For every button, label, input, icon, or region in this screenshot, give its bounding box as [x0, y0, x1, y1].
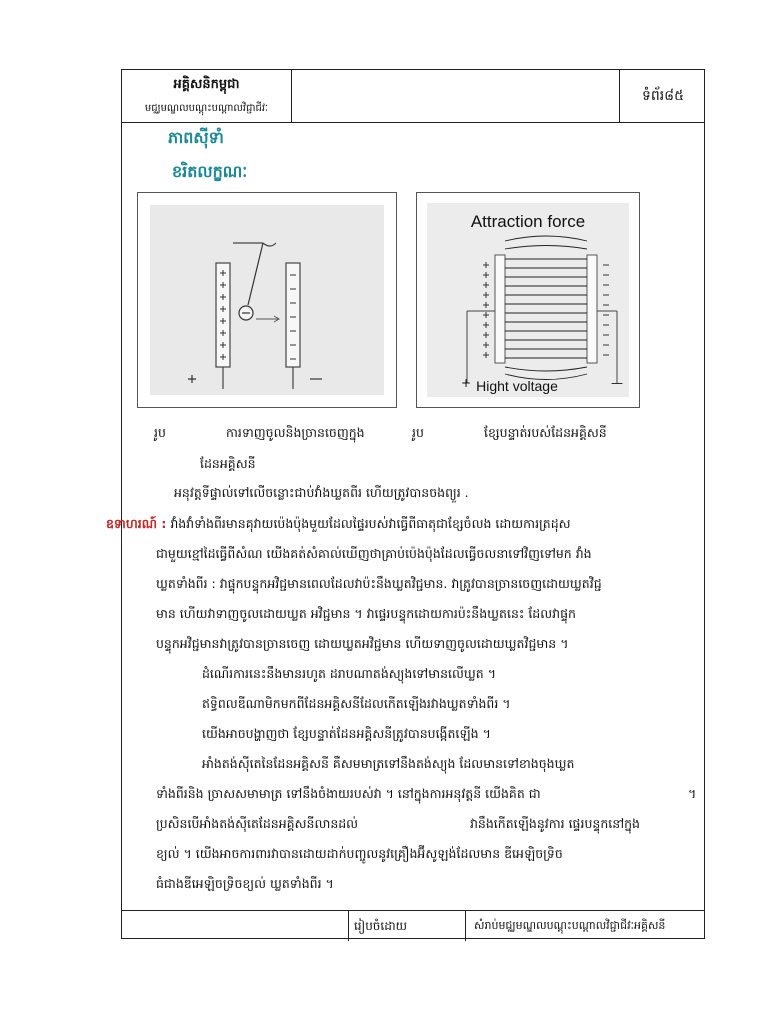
positive-plate	[216, 263, 230, 367]
department-name: មជ្ឈមណ្ឌលបណ្តុះបណ្តាលវិជ្ជាជីវៈ	[144, 103, 269, 114]
body-line-13: ខ្យល់ ។ យើងអាចការពារវាបានដោយដាក់បញ្ចូលនូវគ្រឿងអ៊ីសូឡង់ដែលមាន ឌីអេឡិចទ្រិច	[156, 846, 563, 861]
figure-1-background	[150, 205, 384, 395]
body-line-11: ទាំងពីរនិង ច្រាសសមាមាត្រ ទៅនឹងចំងាយរបស់វា ។ នៅក្នុងការអនុវត្តនី យើងគិត ជា	[156, 786, 541, 801]
subsection-title: ខរិតលក្ខណៈ	[172, 162, 248, 181]
body-line-12b: វានឹងកើតឡើងនូវការ ផ្ទេរបន្ទុកនៅក្នុង	[470, 816, 640, 831]
footer-blank-cell	[122, 911, 349, 941]
figure-2-drawing	[417, 193, 639, 407]
figure-1-drawing	[138, 193, 396, 407]
body-line-5: មាន ហើយវាទាញចូលដោយឃ្លត អវិជ្ជមាន ។ វាផ្ទេរបន្ទុកដោយការប៉ះនឹងឃ្លតនេះ ដែលវាផ្ទុក	[156, 606, 576, 621]
body-line-2	[106, 516, 571, 535]
negative-plate	[286, 263, 300, 367]
footer-for-dept: សំរាប់មជ្ឈមណ្ឌលបណ្តុះបណ្តាលវិជ្ជាជីវៈអគ្គិសនី	[474, 919, 666, 932]
body-line-6: បន្ទុកអវិជ្ជមានវាត្រូវបានច្រានចេញ ដោយឃ្លតអវិជ្ជមាន ហើយទាញចូលដោយឃ្លតវិជ្ជមាន ។	[156, 636, 569, 651]
header-blank-cell	[291, 70, 620, 122]
page-footer	[122, 910, 704, 941]
example-label: ឧទាហរណ៍ :	[106, 516, 167, 531]
page-number: ទំព័រ៨៥	[641, 88, 685, 104]
body-line-2-text: វាំងវាំទាំងពីរមានគុវាយប៉េងប៉ុងមួយដែលផ្ទៃរបស់វាធ្វើពីធាតុជាខ្សែចំលង ដោយការត្រដុស	[170, 516, 571, 531]
page-header	[122, 70, 704, 123]
fig2-left-plate	[495, 255, 505, 363]
body-line-3: ជាមួយខ្មៅដៃធ្វើពីសំណ យើងគត់សំគាល់ឃើញថាគ្រាប់ប៉េងប៉ុងដែលធ្វើចលនាទៅវិញទៅមក វាំង	[156, 546, 592, 561]
figure-field-lines	[416, 192, 640, 408]
fig2-right-plate	[587, 255, 597, 363]
body-line-1: អនុវត្តទីផ្ទាល់ទៅលើចន្លោះជាប់វាំងឃ្លតពីរ ហើយត្រូវបានចងព្យួរ .	[174, 485, 469, 500]
figure-2-background	[427, 203, 629, 397]
body-line-10: អាំងតង់ស៊ីតេនៃដែនអគ្គិសនី គឺសមមាត្រទៅនឹងតង់ស្យុង ដែលមានទៅខាងចុងឃ្លត	[202, 756, 575, 771]
figure-attraction-repulsion	[137, 192, 397, 408]
body-line-11-end: ។	[688, 786, 697, 801]
fig1-caption-text-2: ដែនអគ្គិសនី	[200, 456, 256, 471]
body-line-9: យើងអាចបង្ហាញថា ខ្សែបន្ទាត់ដែនអគ្គិសនីត្រូវបានបង្កើតឡើង ។	[202, 726, 491, 741]
body-line-14: ធំជាងឌីអេឡិចទ្រិចខ្យល់ ឃ្លតទាំងពីរ ។	[156, 876, 334, 891]
fig2-minus-terminal: —	[611, 376, 623, 390]
fig2-title: Attraction force	[470, 212, 586, 231]
header-org-cell	[122, 70, 292, 122]
fig2-caption-label: រូប	[412, 425, 424, 440]
body-line-4: ឃ្លតទាំងពីរ : វាផ្ទុកបន្ទុកអវិជ្ជមានពេលដែលវាប៉ះនឹងឃ្លតវិជ្ជមាន. វាត្រូវបានច្រានចេញដោយឃ្លតវិជ្ជ	[156, 576, 602, 591]
section-title: ភាពស៊ីទាំ	[168, 128, 224, 147]
fig2-caption: Hight voltage	[476, 378, 558, 394]
fig1-caption-label: រូប	[154, 425, 166, 440]
body-line-8: ឥទ្ធិពលឌីណាមិកមកពីដែនអគ្គិសនីដែលកើតឡើងរវាងឃ្លតទាំងពីរ ។	[202, 696, 511, 711]
body-line-7: ដំណើរការនេះនឹងមានរហូត ដរាបណាតង់ស្យុងទៅមានលើឃ្លត ។	[202, 666, 496, 681]
footer-prepared-by: រៀបចំដោយ	[348, 911, 466, 941]
institution-name: អគ្គិសនិកម្ពុជា	[173, 77, 240, 92]
fig2-plus-terminal: +	[461, 376, 472, 390]
fig1-caption-text: ការទាញចូលនិងច្រានចេញក្នុង	[226, 425, 365, 440]
body-line-12: ប្រសិនបើអាំងតង់ស៊ីតេដែនអគ្គិសនីលានដល់	[156, 816, 359, 831]
fig2-caption-text: ខ្សែបន្ទាត់របស់ដែនអគ្គិសនី	[484, 425, 607, 440]
document-page	[106, 69, 705, 939]
